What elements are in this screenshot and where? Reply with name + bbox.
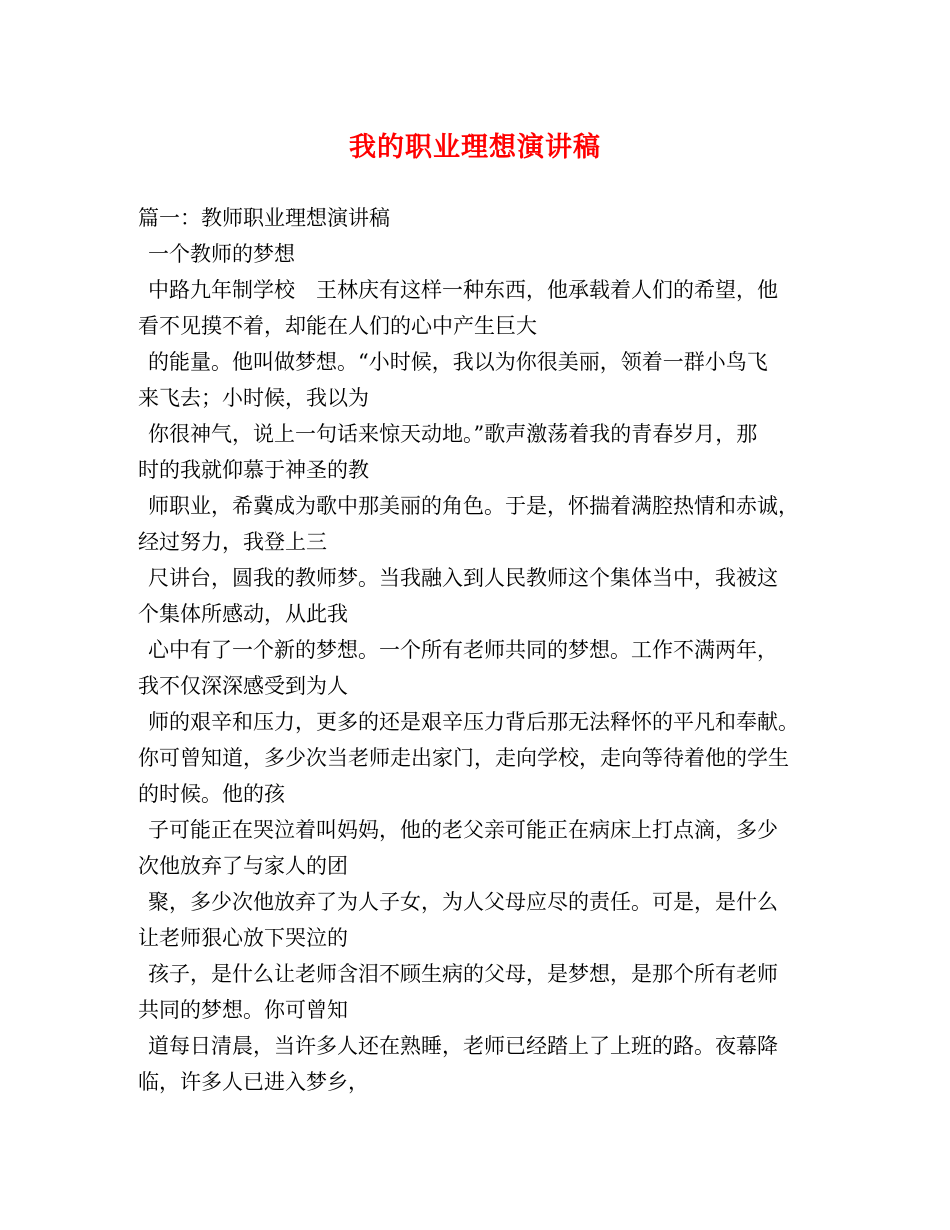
body-line: 让老师狠心放下哭泣的 (138, 926, 348, 950)
body-line: 师的艰辛和压力，更多的还是艰辛压力背后那无法释怀的平凡和奉献。 (148, 710, 799, 734)
body-line: 一个教师的梦想 (148, 242, 295, 266)
body-line: 你很神气，说上一句话来惊天动地。”歌声激荡着我的青春岁月，那 (148, 422, 758, 446)
body-line: 尺讲台，圆我的教师梦。当我融入到人民教师这个集体当中，我被这 (148, 566, 778, 590)
body-line: 看不见摸不着，却能在人们的心中产生巨大 (138, 314, 537, 338)
body-line: 子可能正在哭泣着叫妈妈，他的老父亲可能正在病床上打点滴，多少 (148, 818, 778, 842)
body-line: 道每日清晨，当许多人还在熟睡，老师已经踏上了上班的路。夜幕降 (148, 1034, 778, 1058)
body-line: 的时候。他的孩 (138, 782, 285, 806)
body-line: 师职业，希冀成为歌中那美丽的角色。于是，怀揣着满腔热情和赤诚， (148, 494, 799, 518)
body-line: 我不仅深深感受到为人 (138, 674, 348, 698)
body-line: 临，许多人已进入梦乡， (138, 1070, 369, 1094)
body-line: 聚，多少次他放弃了为人子女，为人父母应尽的责任。可是，是什么 (148, 890, 778, 914)
body-line: 的能量。他叫做梦想。“小时候，我以为你很美丽，领着一群小鸟飞 (148, 350, 768, 374)
body-line: 中路九年制学校 王林庆有这样一种东西，他承载着人们的希望，他 (148, 278, 778, 302)
body-line: 篇一：教师职业理想演讲稿 (138, 206, 390, 230)
body-line: 时的我就仰慕于神圣的教 (138, 458, 369, 482)
body-line: 个集体所感动，从此我 (138, 602, 348, 626)
body-line: 你可曾知道，多少次当老师走出家门，走向学校，走向等待着他的学生 (138, 746, 789, 770)
body-line: 来飞去；小时候，我以为 (138, 386, 369, 410)
body-line: 心中有了一个新的梦想。一个所有老师共同的梦想。工作不满两年， (148, 638, 778, 662)
body-line: 孩子，是什么让老师含泪不顾生病的父母，是梦想，是那个所有老师 (148, 962, 778, 986)
body-line: 经过努力，我登上三 (138, 530, 327, 554)
body-line: 共同的梦想。你可曾知 (138, 998, 348, 1022)
document-body (138, 200, 828, 1100)
body-line: 次他放弃了与家人的团 (138, 854, 348, 878)
document-title: 我的职业理想演讲稿 (349, 132, 601, 163)
